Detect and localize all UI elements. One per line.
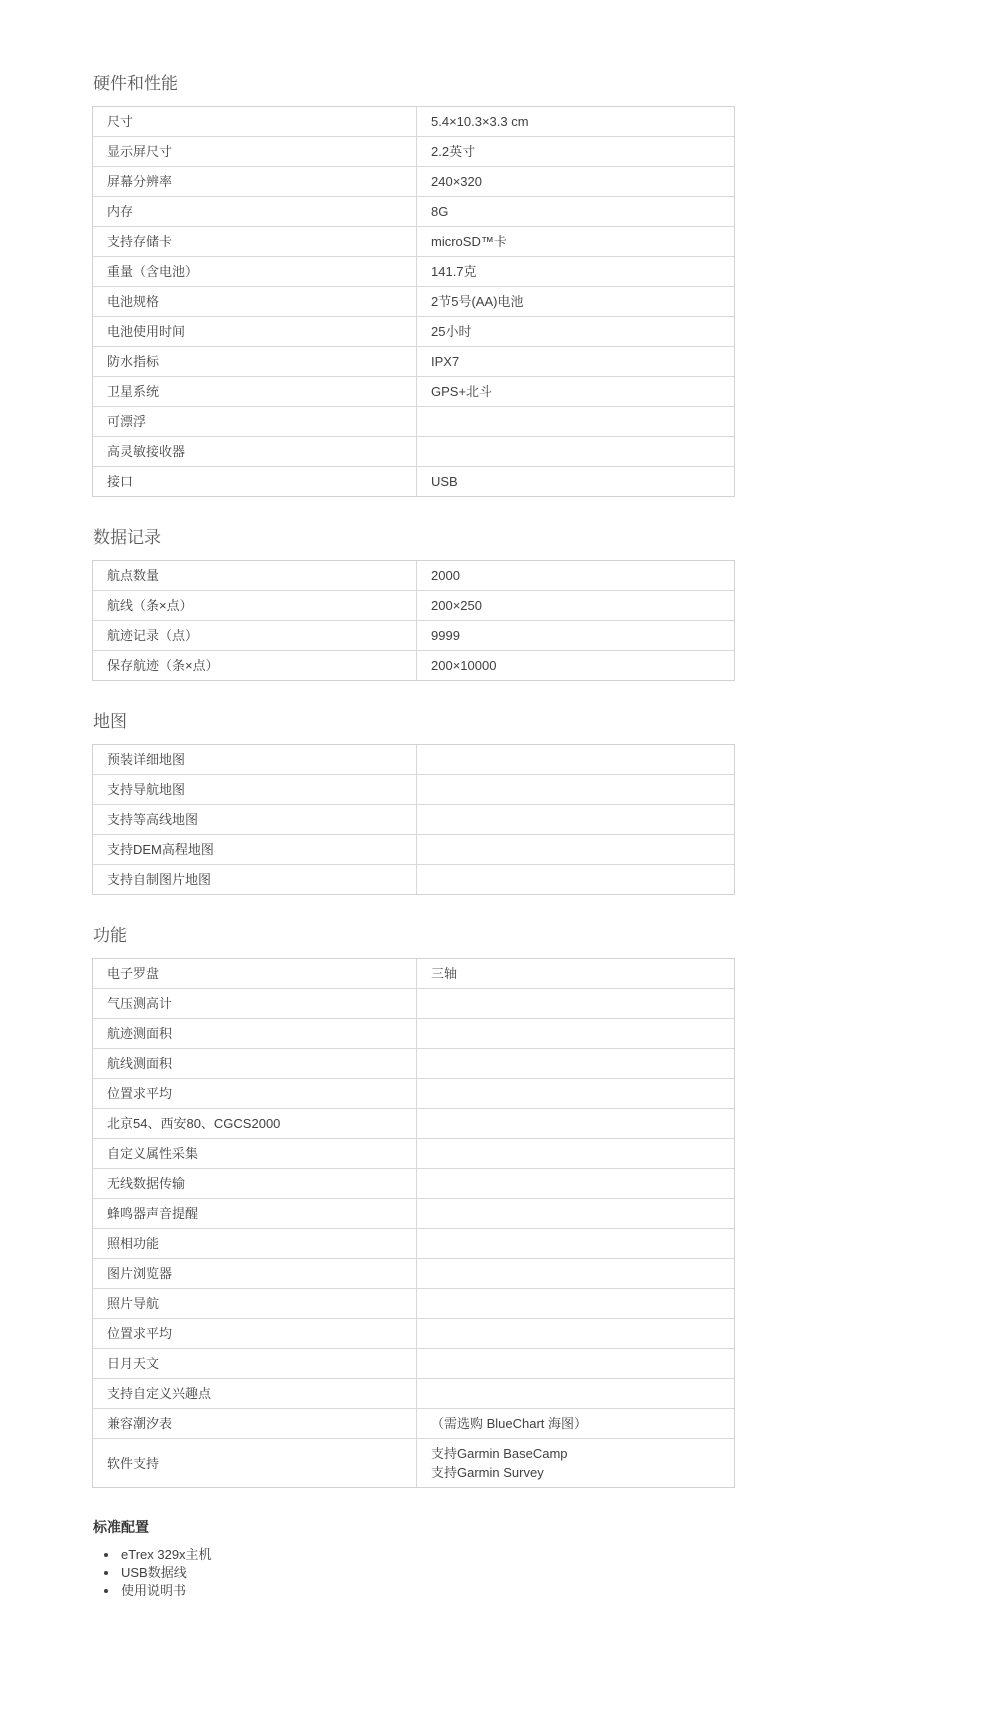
spec-key: 图片浏览器 (93, 1259, 417, 1288)
spec-value: GPS+北斗 (431, 384, 493, 399)
spec-row (93, 317, 734, 347)
spec-key: 支持DEM高程地图 (93, 835, 417, 864)
spec-key: 航线（条×点） (93, 591, 417, 620)
spec-value: 9999 (431, 628, 460, 643)
spec-value (417, 1139, 734, 1168)
spec-key: 支持等高线地图 (93, 805, 417, 834)
spec-value: 2节5号(AA)电池 (431, 294, 524, 309)
spec-value (417, 1349, 734, 1378)
spec-value (417, 989, 734, 1018)
spec-key: 电子罗盘 (93, 959, 417, 988)
spec-value (417, 745, 734, 774)
spec-row (93, 959, 734, 989)
spec-key: 重量（含电池） (93, 257, 417, 286)
standard-config-item: • 使用说明书 (119, 1582, 735, 1600)
spec-value: IPX7 (431, 354, 460, 369)
spec-key: 兼容潮汐表 (93, 1409, 417, 1438)
spec-value: （需选购 BlueChart 海图） (431, 1416, 588, 1431)
spec-value (417, 407, 734, 436)
spec-table-functions (92, 958, 735, 1488)
spec-value (417, 835, 734, 864)
spec-row (93, 1439, 734, 1487)
section-data-recording (92, 528, 735, 681)
spec-value (417, 1109, 734, 1138)
spec-row (93, 591, 734, 621)
spec-value: 8G (431, 204, 449, 219)
spec-value (417, 1169, 734, 1198)
spec-key: 软件支持 (93, 1439, 417, 1487)
spec-value: microSD™卡 (431, 234, 507, 249)
spec-table-data-recording (92, 560, 735, 681)
spec-value: 240×320 (431, 174, 482, 189)
spec-row (93, 1349, 734, 1379)
spec-key: 显示屏尺寸 (93, 137, 417, 166)
spec-row (93, 1019, 734, 1049)
spec-key: 支持自定义兴趣点 (93, 1379, 417, 1408)
spec-key: 无线数据传输 (93, 1169, 417, 1198)
section-hardware (92, 74, 735, 497)
spec-row (93, 1079, 734, 1109)
spec-row (93, 377, 734, 407)
spec-value: 三轴 (431, 966, 458, 981)
section-title-data-recording: 数据记录 (93, 528, 161, 547)
spec-value (417, 437, 734, 466)
spec-key: 支持自制图片地图 (93, 865, 417, 894)
spec-key: 支持存储卡 (93, 227, 417, 256)
spec-row (93, 107, 734, 137)
spec-value (417, 1079, 734, 1108)
spec-value (417, 805, 734, 834)
spec-row (93, 1259, 734, 1289)
spec-key: 内存 (93, 197, 417, 226)
spec-row (93, 467, 734, 496)
spec-row (93, 989, 734, 1019)
spec-row (93, 651, 734, 680)
spec-key: 北京54、西安80、CGCS2000 (93, 1109, 417, 1138)
spec-row (93, 347, 734, 377)
standard-config-item: • USB数据线 (119, 1564, 735, 1582)
spec-row (93, 835, 734, 865)
spec-row (93, 197, 734, 227)
spec-row (93, 805, 734, 835)
spec-value: 2000 (431, 568, 460, 583)
spec-key: 卫星系统 (93, 377, 417, 406)
spec-value (417, 865, 734, 894)
spec-value: USB (431, 474, 458, 489)
spec-value (417, 1379, 734, 1408)
spec-row (93, 1199, 734, 1229)
spec-key: 照片导航 (93, 1289, 417, 1318)
spec-value (417, 1289, 734, 1318)
spec-value (417, 1199, 734, 1228)
spec-row (93, 1409, 734, 1439)
spec-row (93, 1379, 734, 1409)
spec-row (93, 1289, 734, 1319)
spec-key: 预装详细地图 (93, 745, 417, 774)
spec-value: 200×10000 (431, 658, 497, 673)
spec-key: 屏幕分辨率 (93, 167, 417, 196)
spec-key: 保存航迹（条×点） (93, 651, 417, 680)
spec-value (417, 1019, 734, 1048)
spec-value (417, 775, 734, 804)
section-title-maps: 地图 (93, 712, 127, 731)
section-title-functions: 功能 (93, 926, 127, 945)
spec-row (93, 1049, 734, 1079)
spec-value: 200×250 (431, 598, 482, 613)
spec-row (93, 407, 734, 437)
spec-row (93, 1109, 734, 1139)
spec-key: 航迹测面积 (93, 1019, 417, 1048)
spec-row (93, 745, 734, 775)
spec-row (93, 257, 734, 287)
section-title-hardware: 硬件和性能 (93, 74, 178, 93)
spec-key: 防水指标 (93, 347, 417, 376)
spec-row (93, 287, 734, 317)
spec-value: 25小时 (431, 324, 472, 339)
spec-key: 航线测面积 (93, 1049, 417, 1078)
spec-key: 蜂鸣器声音提醒 (93, 1199, 417, 1228)
spec-key: 可漂浮 (93, 407, 417, 436)
section-functions (92, 926, 735, 1488)
spec-row (93, 865, 734, 894)
spec-row (93, 1229, 734, 1259)
spec-key: 日月天文 (93, 1349, 417, 1378)
spec-key: 航点数量 (93, 561, 417, 590)
spec-value (417, 1319, 734, 1348)
standard-config-section (92, 1519, 735, 1600)
spec-key: 电池规格 (93, 287, 417, 316)
spec-value: 141.7克 (431, 264, 477, 279)
spec-row (93, 1139, 734, 1169)
spec-value (417, 1259, 734, 1288)
section-maps (92, 712, 735, 895)
spec-value (417, 1049, 734, 1078)
standard-config-item: • eTrex 329x主机 (119, 1546, 735, 1564)
spec-row (93, 775, 734, 805)
spec-key: 尺寸 (93, 107, 417, 136)
spec-value (417, 1229, 734, 1258)
standard-config-list (92, 1546, 735, 1600)
spec-row (93, 1169, 734, 1199)
spec-key: 电池使用时间 (93, 317, 417, 346)
spec-row (93, 1319, 734, 1349)
spec-key: 接口 (93, 467, 417, 496)
spec-row (93, 227, 734, 257)
spec-key: 支持导航地图 (93, 775, 417, 804)
spec-value: 支持Garmin BaseCamp 支持Garmin Survey (431, 1446, 568, 1480)
spec-key: 自定义属性采集 (93, 1139, 417, 1168)
spec-key: 气压测高计 (93, 989, 417, 1018)
spec-key: 照相功能 (93, 1229, 417, 1258)
spec-key: 航迹记录（点） (93, 621, 417, 650)
spec-table-maps (92, 744, 735, 895)
spec-key: 高灵敏接收器 (93, 437, 417, 466)
spec-value: 2.2英寸 (431, 144, 476, 159)
spec-row (93, 167, 734, 197)
spec-row (93, 561, 734, 591)
spec-row (93, 621, 734, 651)
spec-key: 位置求平均 (93, 1319, 417, 1348)
standard-config-title: 标准配置 (93, 1519, 149, 1535)
spec-row (93, 437, 734, 467)
spec-row (93, 137, 734, 167)
spec-table-hardware (92, 106, 735, 497)
spec-value: 5.4×10.3×3.3 cm (431, 114, 529, 129)
spec-key: 位置求平均 (93, 1079, 417, 1108)
